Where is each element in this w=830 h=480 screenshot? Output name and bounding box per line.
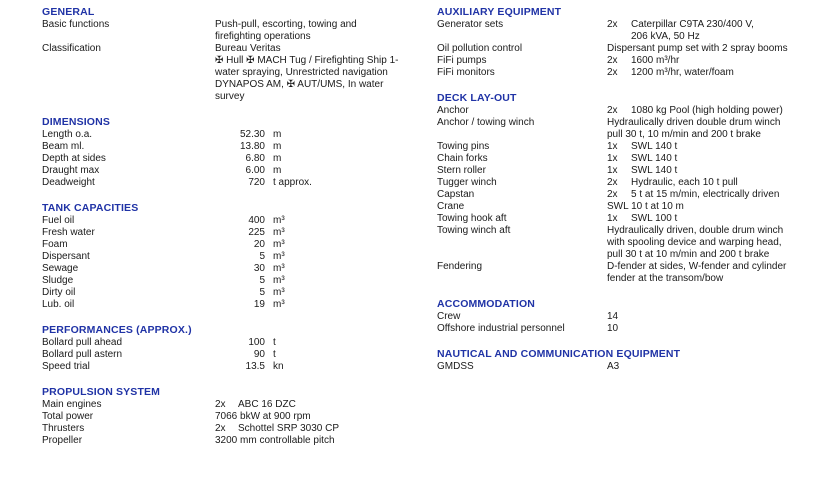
spec-label: Generator sets xyxy=(437,19,504,30)
deck-layout-rows xyxy=(437,105,830,285)
spec-value-line: 1600 m³/hr xyxy=(631,55,680,66)
spec-label: Bollard pull astern xyxy=(42,349,123,360)
spec-row xyxy=(42,361,414,373)
spec-value-lines xyxy=(238,399,296,411)
spec-value-lines xyxy=(607,323,618,335)
spec-row xyxy=(42,141,414,153)
section-propulsion xyxy=(42,386,414,447)
spec-row xyxy=(42,287,414,299)
spec-row xyxy=(437,177,830,189)
spec-label: Crane xyxy=(437,201,465,212)
performances-rows xyxy=(42,337,414,373)
spec-value-lines xyxy=(607,361,619,373)
spec-value: 400 xyxy=(248,215,265,226)
nautical-communication-heading: NAUTICAL AND COMMUNICATION EQUIPMENT xyxy=(437,348,681,360)
spec-value-lines xyxy=(631,177,738,189)
spec-label: Chain forks xyxy=(437,153,488,164)
spec-value-lines xyxy=(607,225,783,261)
spec-value-line: ABC 16 DZC xyxy=(238,399,296,410)
spec-value: 30 xyxy=(253,263,265,274)
spec-label: Propeller xyxy=(42,435,83,446)
spec-label: Main engines xyxy=(42,399,102,410)
spec-value-lines xyxy=(607,261,786,285)
spec-unit: m³ xyxy=(273,239,285,250)
spec-value-lines xyxy=(631,141,677,153)
spec-value-line: 5 t at 15 m/min, electrically driven xyxy=(631,189,780,200)
section-nautical-communication xyxy=(437,348,830,373)
spec-label: Towing hook aft xyxy=(437,213,507,224)
spec-row xyxy=(42,349,414,361)
spec-unit: m³ xyxy=(273,215,285,226)
spec-value-line: 7066 bkW at 900 rpm xyxy=(215,411,311,422)
spec-value-line: Schottel SRP 3030 CP xyxy=(238,423,339,434)
spec-value-line: 3200 mm controllable pitch xyxy=(215,435,335,446)
left-column xyxy=(42,6,414,447)
spec-value-line: Push-pull, escorting, towing and xyxy=(215,19,357,30)
spec-value-line: firefighting operations xyxy=(215,31,311,42)
spec-label: Basic functions xyxy=(42,19,110,30)
spec-row xyxy=(42,399,414,411)
spec-unit: m xyxy=(273,129,282,140)
spec-row xyxy=(42,423,414,435)
spec-value-lines xyxy=(631,189,779,201)
spec-row xyxy=(437,189,830,201)
spec-label: Depth at sides xyxy=(42,153,106,164)
spec-label: Speed trial xyxy=(42,361,90,372)
spec-quantity: 1x xyxy=(607,213,618,224)
spec-label: Classification xyxy=(42,43,101,54)
spec-quantity: 1x xyxy=(607,165,618,176)
spec-quantity: 2x xyxy=(607,105,618,116)
spec-row xyxy=(437,117,830,141)
spec-label: Crew xyxy=(437,311,461,322)
spec-value-line: SWL 10 t at 10 m xyxy=(607,201,684,212)
spec-value-line: 14 xyxy=(607,311,619,322)
spec-label: Offshore industrial personnel xyxy=(437,323,565,334)
auxiliary-equipment-heading: AUXILIARY EQUIPMENT xyxy=(437,6,562,18)
section-auxiliary-equipment xyxy=(437,6,830,79)
spec-label: Sewage xyxy=(42,263,79,274)
right-column xyxy=(437,6,830,447)
spec-value-lines xyxy=(607,43,788,55)
spec-row xyxy=(437,141,830,153)
section-performances xyxy=(42,324,414,373)
spec-value-line: SWL 140 t xyxy=(631,165,678,176)
spec-row xyxy=(42,411,414,423)
spec-value: 6.80 xyxy=(245,153,265,164)
spec-label: Thrusters xyxy=(42,423,85,434)
spec-row xyxy=(437,43,830,55)
spec-label: Dirty oil xyxy=(42,287,76,298)
spec-row xyxy=(42,263,414,275)
spec-label: Beam ml. xyxy=(42,141,85,152)
spec-row xyxy=(437,55,830,67)
spec-label: Anchor xyxy=(437,105,469,116)
dimensions-heading: DIMENSIONS xyxy=(42,116,111,128)
section-general xyxy=(42,6,414,103)
spec-value: 20 xyxy=(253,239,265,250)
spec-row xyxy=(42,129,414,141)
spec-value-line: fender at the transom/bow xyxy=(607,273,724,284)
spec-value-line: D-fender at sides, W-fender and cylinder xyxy=(607,261,787,272)
spec-label: Towing winch aft xyxy=(437,225,511,236)
spec-label: Lub. oil xyxy=(42,299,75,310)
spec-value-lines xyxy=(631,165,677,177)
spec-quantity: 2x xyxy=(607,189,618,200)
spec-row xyxy=(437,213,830,225)
spec-row xyxy=(42,275,414,287)
spec-value-line: SWL 140 t xyxy=(631,141,678,152)
section-accommodation xyxy=(437,298,830,335)
spec-value-line: Dispersant pump set with 2 spray booms xyxy=(607,43,788,54)
spec-label: Length o.a. xyxy=(42,129,93,140)
tank-capacities-heading: TANK CAPACITIES xyxy=(42,202,139,214)
spec-unit: t xyxy=(273,349,276,360)
spec-value-lines xyxy=(607,117,780,141)
spec-value-lines xyxy=(631,213,677,225)
spec-value-line: Bureau Veritas xyxy=(215,43,281,54)
spec-row xyxy=(437,323,830,335)
spec-value-line: Hydraulic, each 10 t pull xyxy=(631,177,738,188)
spec-row xyxy=(42,299,414,311)
spec-unit: m³ xyxy=(273,275,285,286)
spec-value: 90 xyxy=(253,349,265,360)
spec-label: Fresh water xyxy=(42,227,95,238)
spec-label: Bollard pull ahead xyxy=(42,337,123,348)
spec-value-lines xyxy=(215,43,399,103)
spec-row xyxy=(437,261,830,285)
spec-label: Capstan xyxy=(437,189,475,200)
spec-value-line: Hydraulically driven, double drum winch xyxy=(607,225,784,236)
spec-value-lines xyxy=(215,435,335,447)
spec-label: FiFi monitors xyxy=(437,67,495,78)
spec-label: Sludge xyxy=(42,275,74,286)
spec-value-line: 1200 m³/hr, water/foam xyxy=(631,67,734,78)
auxiliary-equipment-rows xyxy=(437,19,830,79)
spec-label: Total power xyxy=(42,411,94,422)
spec-value-line: 206 kVA, 50 Hz xyxy=(631,31,700,42)
spec-value-line: A3 xyxy=(607,361,620,372)
propulsion-heading: PROPULSION SYSTEM xyxy=(42,386,161,398)
spec-value-line: survey xyxy=(215,91,245,102)
spec-row xyxy=(42,227,414,239)
spec-value: 5 xyxy=(259,251,265,262)
spec-value-lines xyxy=(215,411,311,423)
spec-row xyxy=(42,43,414,103)
spec-value-line: Caterpillar C9TA 230/400 V, xyxy=(631,19,754,30)
spec-quantity: 2x xyxy=(607,177,618,188)
spec-row xyxy=(42,337,414,349)
spec-row xyxy=(42,153,414,165)
spec-label: Tugger winch xyxy=(437,177,497,188)
spec-label: Dispersant xyxy=(42,251,90,262)
spec-label: Anchor / towing winch xyxy=(437,117,535,128)
spec-row xyxy=(437,165,830,177)
spec-value-line: DYNAPOS AM, ✠ AUT/UMS, In water xyxy=(215,79,384,90)
spec-unit: m³ xyxy=(273,251,285,262)
spec-quantity: 1x xyxy=(607,153,618,164)
spec-value: 19 xyxy=(253,299,265,310)
spec-row xyxy=(437,153,830,165)
spec-value-line: SWL 140 t xyxy=(631,153,678,164)
spec-quantity: 2x xyxy=(215,399,226,410)
spec-value-lines xyxy=(631,153,677,165)
spec-label: Deadweight xyxy=(42,177,95,188)
deck-layout-heading: DECK LAY-OUT xyxy=(437,92,517,104)
spec-value-line: Hydraulically driven double drum winch xyxy=(607,117,781,128)
general-heading: GENERAL xyxy=(42,6,95,18)
spec-value: 52.30 xyxy=(239,129,265,140)
spec-row xyxy=(437,225,830,261)
general-rows xyxy=(42,19,414,103)
nautical-communication-rows xyxy=(437,361,830,373)
spec-label: GMDSS xyxy=(437,361,474,372)
spec-row xyxy=(42,435,414,447)
spec-row xyxy=(437,67,830,79)
spec-unit: m xyxy=(273,165,282,176)
spec-value-lines xyxy=(607,201,684,213)
spec-value-lines xyxy=(631,55,679,67)
spec-value-lines xyxy=(215,19,357,43)
accommodation-rows xyxy=(437,311,830,335)
spec-unit: m xyxy=(273,153,282,164)
spec-label: Towing pins xyxy=(437,141,490,152)
spec-quantity: 2x xyxy=(607,19,618,30)
spec-row xyxy=(42,19,414,43)
spec-value: 13.80 xyxy=(239,141,265,152)
spec-quantity: 2x xyxy=(215,423,226,434)
spec-label: Oil pollution control xyxy=(437,43,523,54)
spec-row xyxy=(42,239,414,251)
spec-value-lines xyxy=(607,311,618,323)
spec-unit: t approx. xyxy=(273,177,312,188)
spec-value-line: SWL 100 t xyxy=(631,213,678,224)
section-dimensions xyxy=(42,116,414,189)
spec-value: 5 xyxy=(259,275,265,286)
section-deck-layout xyxy=(437,92,830,285)
spec-value: 720 xyxy=(248,177,265,188)
spec-value: 6.00 xyxy=(245,165,265,176)
spec-row xyxy=(42,251,414,263)
spec-value-line: with spooling device and warping head, xyxy=(607,237,782,248)
tank-capacities-rows xyxy=(42,215,414,311)
spec-label: Stern roller xyxy=(437,165,486,176)
spec-value-lines xyxy=(631,19,754,43)
spec-value-lines xyxy=(238,423,339,435)
spec-row xyxy=(437,311,830,323)
spec-value-line: pull 30 t at 10 m/min and 200 t brake xyxy=(607,249,770,260)
spec-value-line: 10 xyxy=(607,323,619,334)
section-tank-capacities xyxy=(42,202,414,311)
spec-quantity: 2x xyxy=(607,67,618,78)
spec-label: Fendering xyxy=(437,261,483,272)
spec-row xyxy=(42,177,414,189)
spec-row xyxy=(42,215,414,227)
spec-row xyxy=(437,105,830,117)
spec-label: Draught max xyxy=(42,165,100,176)
spec-unit: t xyxy=(273,337,276,348)
spec-value: 5 xyxy=(259,287,265,298)
spec-label: FiFi pumps xyxy=(437,55,487,66)
spec-value-line: pull 30 t, 10 m/min and 200 t brake xyxy=(607,129,761,140)
spec-quantity: 2x xyxy=(607,55,618,66)
spec-value-line: ✠ Hull ✠ MACH Tug / Firefighting Ship 1- xyxy=(215,55,399,66)
spec-unit: m³ xyxy=(273,287,285,298)
spec-row xyxy=(42,165,414,177)
accommodation-heading: ACCOMMODATION xyxy=(437,298,535,310)
spec-unit: m³ xyxy=(273,299,285,310)
spec-row xyxy=(437,361,830,373)
performances-heading: PERFORMANCES (APPROX.) xyxy=(42,324,192,336)
spec-value-line: water spraying, Unrestricted navigation xyxy=(215,67,388,78)
spec-unit: m³ xyxy=(273,263,285,274)
spec-value: 13.5 xyxy=(245,361,265,372)
spec-row xyxy=(437,19,830,43)
dimensions-rows xyxy=(42,129,414,189)
spec-label: Fuel oil xyxy=(42,215,75,226)
spec-unit: kn xyxy=(273,361,284,372)
spec-value-line: 1080 kg Pool (high holding power) xyxy=(631,105,783,116)
spec-unit: m xyxy=(273,141,282,152)
spec-unit: m³ xyxy=(273,227,285,238)
spec-value-lines xyxy=(631,67,734,79)
spec-value: 225 xyxy=(248,227,265,238)
spec-row xyxy=(437,201,830,213)
propulsion-rows xyxy=(42,399,414,447)
spec-label: Foam xyxy=(42,239,68,250)
spec-value-lines xyxy=(631,105,783,117)
spec-quantity: 1x xyxy=(607,141,618,152)
spec-value: 100 xyxy=(248,337,265,348)
